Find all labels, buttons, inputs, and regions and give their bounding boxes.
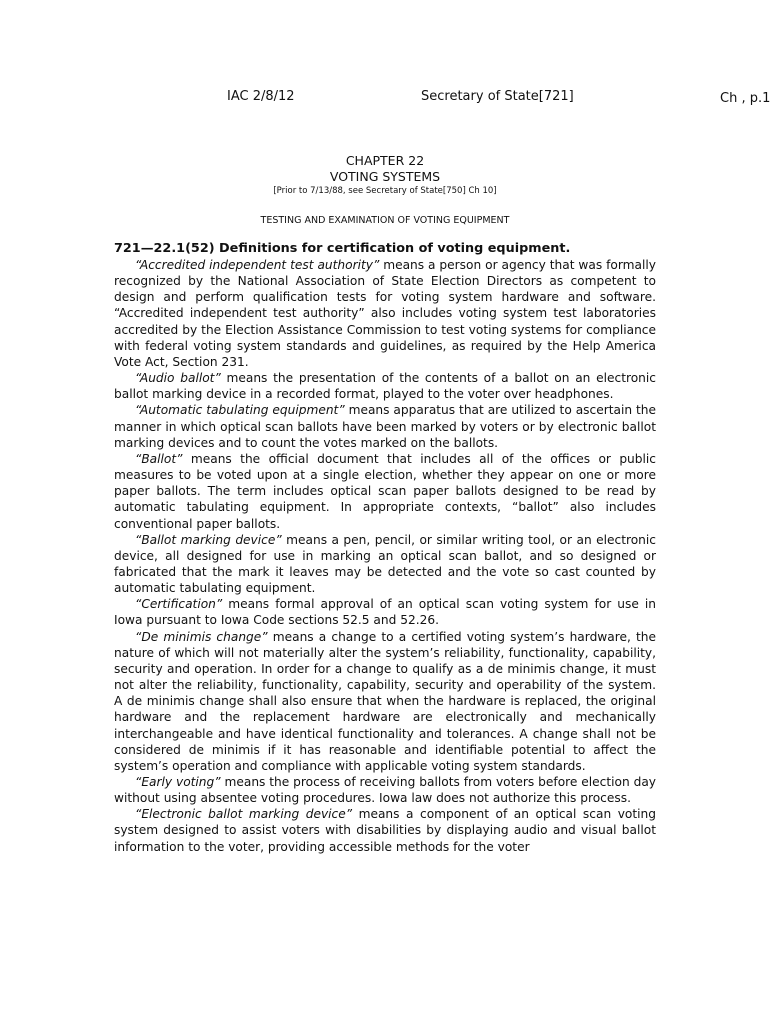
definition-paragraph xyxy=(114,402,656,450)
definition-paragraph xyxy=(114,451,656,532)
prior-note: [Prior to 7/13/88, see Secretary of State[750] Ch 10] xyxy=(273,186,497,196)
definition-paragraph xyxy=(114,370,656,402)
definition-term: “Ballot marking device” xyxy=(135,532,282,547)
definition-term: “Ballot” xyxy=(135,451,183,466)
header-center: Secretary of State[721] xyxy=(421,89,574,104)
definition-paragraph xyxy=(114,257,656,370)
definition-text: means a component of an optical scan voting system designed to assist voters with disabilities by displaying audio and visual ballot information to the voter, providing accessible methods for the voter xyxy=(114,807,657,854)
definition-term: “Accredited independent test authority” xyxy=(135,258,380,272)
definition-paragraph xyxy=(114,806,656,854)
chapter-title: VOTING SYSTEMS xyxy=(329,169,441,184)
definition-text: means formal approval of an optical scan voting system for use in Iowa pursuant to Iowa Code sections 52.5 and 52.26. xyxy=(114,597,656,628)
definition-text: means apparatus that are utilized to ascertain the manner in which optical scan ballots have been marked by voters or by electronic ballot marking devices and to count the votes marked on the ballots. xyxy=(114,403,656,450)
definition-text: means the process of receiving ballots from voters before election day without using absentee voting procedures. Iowa law does not authorize this process. xyxy=(114,775,656,806)
definition-term: “Certification” xyxy=(135,597,223,612)
chapter-number: CHAPTER 22 xyxy=(345,153,425,168)
definition-term: “Audio ballot” xyxy=(135,371,221,386)
header-right: Ch , p.1 xyxy=(720,91,770,106)
definition-text: means a person or agency that was formally recognized by the National Association of State Election Directors as competent to design and perform qualification tests for voting system hardware and software. “Accredited independent test authority” also includes voting system test laboratories accredited by the Election Assistance Commission to test voting systems for compliance with federal voting system standards and guidelines, as required by the Help America Vote Act, Section 231. xyxy=(114,258,656,369)
definition-text: means the official document that includes all of the offices or public measures to be voted upon at a single election, whether they appear on one or more paper ballots. The term includes optical scan paper ballots designed to be read by automatic tabulating equipment. In appropriate contexts, “ballot” also includes conventional paper ballots. xyxy=(114,451,656,531)
definition-term: “De minimis change” xyxy=(135,629,268,644)
definition-term: “Electronic ballot marking device” xyxy=(135,807,353,822)
definition-text: means the presentation of the contents of a ballot on an electronic ballot marking device in a recorded format, played to the voter over headphones. xyxy=(114,371,656,402)
rule-title: 721—22.1(52) Definitions for certification of voting equipment. xyxy=(114,241,571,256)
definition-paragraph xyxy=(114,629,656,774)
definition-paragraph xyxy=(114,532,656,597)
definition-term: “Automatic tabulating equipment” xyxy=(135,403,345,418)
definition-paragraph xyxy=(114,774,656,806)
definition-paragraph xyxy=(114,596,656,628)
header-left: IAC 2/8/12 xyxy=(227,89,295,104)
definition-text: means a pen, pencil, or similar writing tool, or an electronic device, all designed for use in marking an optical scan ballot, and so designed or fabricated that the mark it leaves may be detected and the vote so cast counted by automatic tabulating equipment. xyxy=(114,532,656,596)
section-heading: TESTING AND EXAMINATION OF VOTING EQUIPMENT xyxy=(260,215,510,226)
definition-term: “Early voting” xyxy=(135,775,221,789)
document-body xyxy=(114,240,656,855)
definition-text: means a change to a certified voting system’s hardware, the nature of which will not materially alter the system’s reliability, functionality, capability, security and operation. In order for a change to qualify as a de minimis change, it must not alter the reliability, functionality, capability, security and operability of the system. A de minimis change shall also ensure that when the hardware is replaced, the original hardware and the replacement hardware are electronically and mechanically interchangeable and have identical functionality and tolerances. A change shall not be considered de minimis if it has reasonable and identifiable potential to affect the system’s operation and compliance with applicable voting system standards. xyxy=(114,629,656,773)
